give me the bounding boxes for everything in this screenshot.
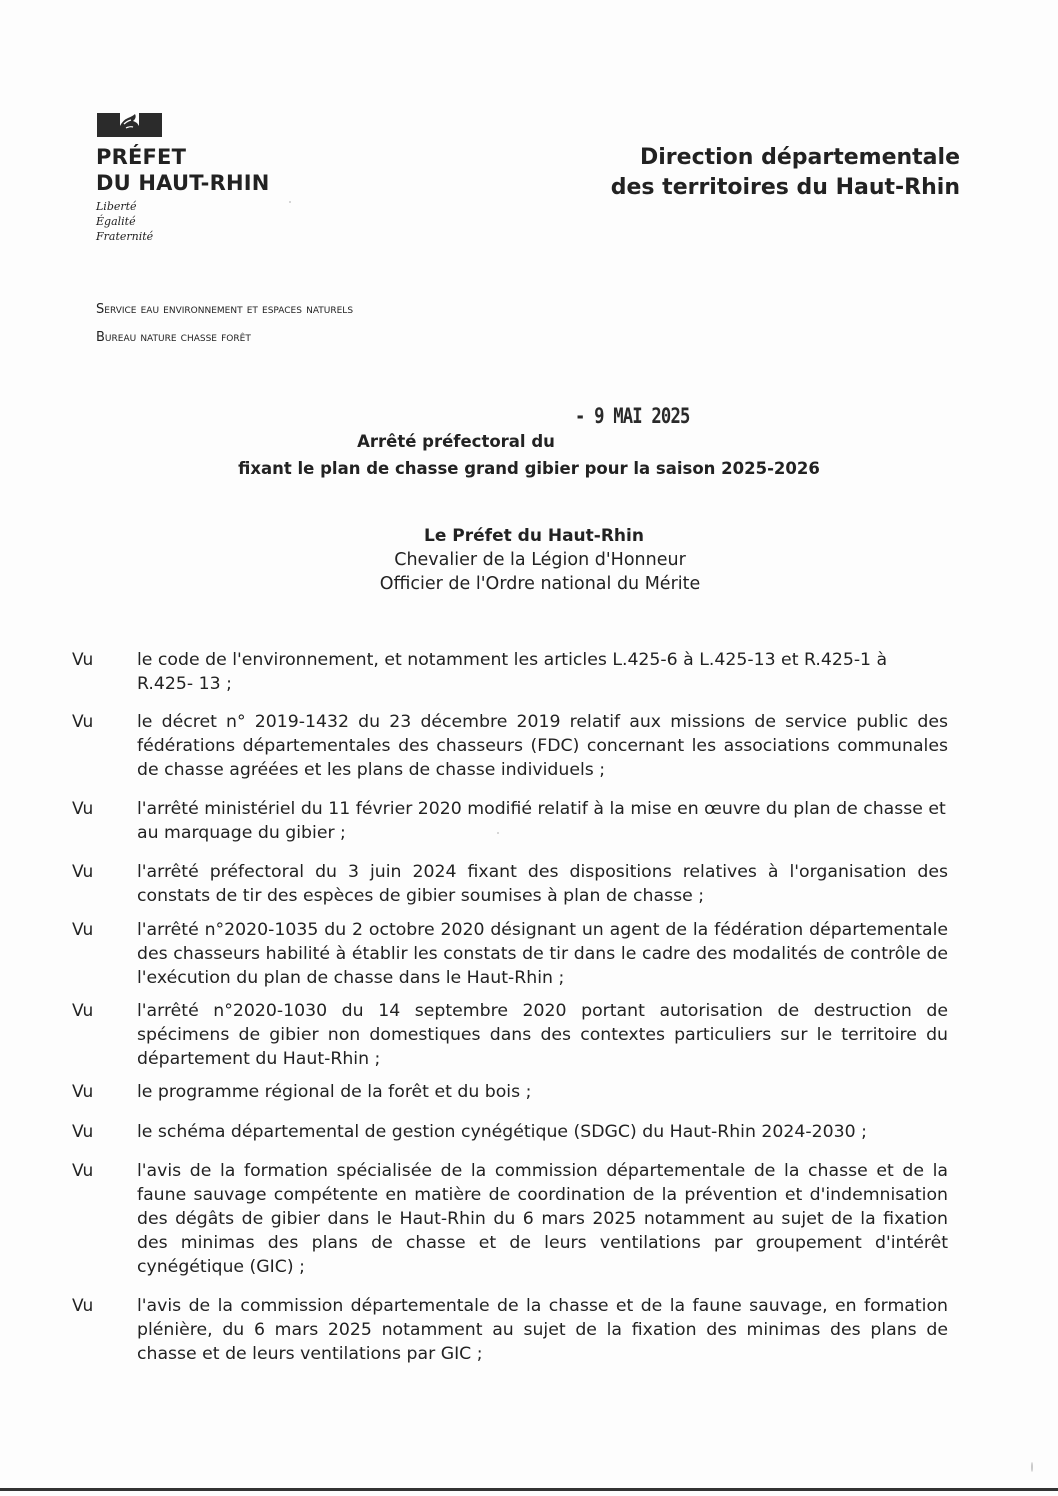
direction-line-1: Direction départementale xyxy=(640,145,960,170)
marianne-logo xyxy=(97,112,167,138)
consideration-text: l'avis de la formation spécialisée de la commission départementale de la chasse et de la faune sauvage compétente en matière de coordination de la prévention et d'indemnisation des dégâts de gibier dans le Haut-Rhin du 6 mars 2025 notamment au sujet de la fixation des minimas des plans de chasse et de leurs ventilations par groupement d'intérêt cynégétique (GIC) ; xyxy=(137,1161,948,1277)
prefet-titles xyxy=(0,524,1058,596)
consideration-text: l'arrêté préfectoral du 3 juin 2024 fixant des dispositions relatives à l'organisation des constats de tir des espèces de gibier soumises à plan de chasse ; xyxy=(137,862,948,906)
decree-title-line-2: fixant le plan de chasse grand gibier pour la saison 2025-2026 xyxy=(238,459,820,478)
direction-line-2: des territoires du Haut-Rhin xyxy=(610,175,960,200)
scan-bottom-edge xyxy=(0,1488,1058,1491)
motto-egalite: Égalité xyxy=(96,215,136,228)
consideration-label: Vu xyxy=(72,1296,94,1316)
consideration-text: l'arrêté n°2020-1035 du 2 octobre 2020 désignant un agent de la fédération départementale des chasseurs habilité à établir les constats de tir dans le cadre des modalités de contrôle de l'exécution du plan de chasse dans le Haut-Rhin ; xyxy=(137,920,948,988)
prefet-title-name: Le Préfet du Haut-Rhin xyxy=(424,526,644,546)
prefet-name xyxy=(96,144,270,196)
prefet-line-2: DU HAUT-RHIN xyxy=(96,171,270,195)
direction-title xyxy=(611,143,960,203)
consideration-label: Vu xyxy=(72,712,94,732)
consideration-label: Vu xyxy=(72,799,94,819)
consideration-label: Vu xyxy=(72,1082,94,1102)
consideration-text: le schéma départemental de gestion cynégétique (SDGC) du Haut-Rhin 2024-2030 ; xyxy=(137,1122,867,1142)
decree-title-line-1: Arrêté préfectoral du xyxy=(357,432,555,451)
consideration-label: Vu xyxy=(72,1001,94,1021)
date-stamp: - 9 MAI 2025 xyxy=(575,404,690,428)
prefet-title-line-1: Chevalier de la Légion d'Honneur xyxy=(394,550,686,570)
service-block xyxy=(96,296,353,352)
consideration-text: l'arrêté ministériel du 11 février 2020 modifié relatif à la mise en œuvre du plan de chasse et au marquage du gibier ; xyxy=(137,799,946,843)
consideration-text: le programme régional de la forêt et du bois ; xyxy=(137,1082,532,1102)
consideration-text: l'arrêté n°2020-1030 du 14 septembre 2020 portant autorisation de destruction de spécimens de gibier non domestiques dans des contextes particuliers sur le territoire du département du Haut-Rhin ; xyxy=(137,1001,948,1069)
bureau-name: Bureau nature chasse forêt xyxy=(96,330,251,345)
consideration-label: Vu xyxy=(72,1122,94,1142)
service-name: Service eau environnement et espaces naturels xyxy=(96,302,354,317)
consideration-text: l'avis de la commission départementale de la chasse et de la faune sauvage, en formation plénière, du 6 mars 2025 notamment au sujet de la fixation des minimas des plans de chasse et de leurs ventilations par GIC ; xyxy=(137,1296,948,1364)
motto-liberte: Liberté xyxy=(96,200,137,213)
consideration-text: le décret n° 2019-1432 du 23 décembre 2019 relatif aux missions de service public des fédérations départementales des chasseurs (FDC) concernant les associations communales de chasse agréées et les plans de chasse individuels ; xyxy=(137,712,948,780)
motto-fraternite: Fraternité xyxy=(96,230,154,243)
scan-speck xyxy=(1031,1462,1033,1472)
decree-title xyxy=(0,428,1058,482)
prefet-line-1: PRÉFET xyxy=(96,145,187,169)
consideration-label: Vu xyxy=(72,1161,94,1181)
consideration-label: Vu xyxy=(72,650,94,670)
consideration-text: le code de l'environnement, et notamment les articles L.425-6 à L.425-13 et R.425-1 à R.425- 13 ; xyxy=(137,650,888,694)
scan-speck xyxy=(289,201,291,203)
prefet-title-line-2: Officier de l'Ordre national du Mérite xyxy=(379,574,701,594)
republic-motto xyxy=(96,199,153,244)
scan-speck xyxy=(497,832,499,834)
consideration-label: Vu xyxy=(72,920,94,940)
consideration-label: Vu xyxy=(72,862,94,882)
